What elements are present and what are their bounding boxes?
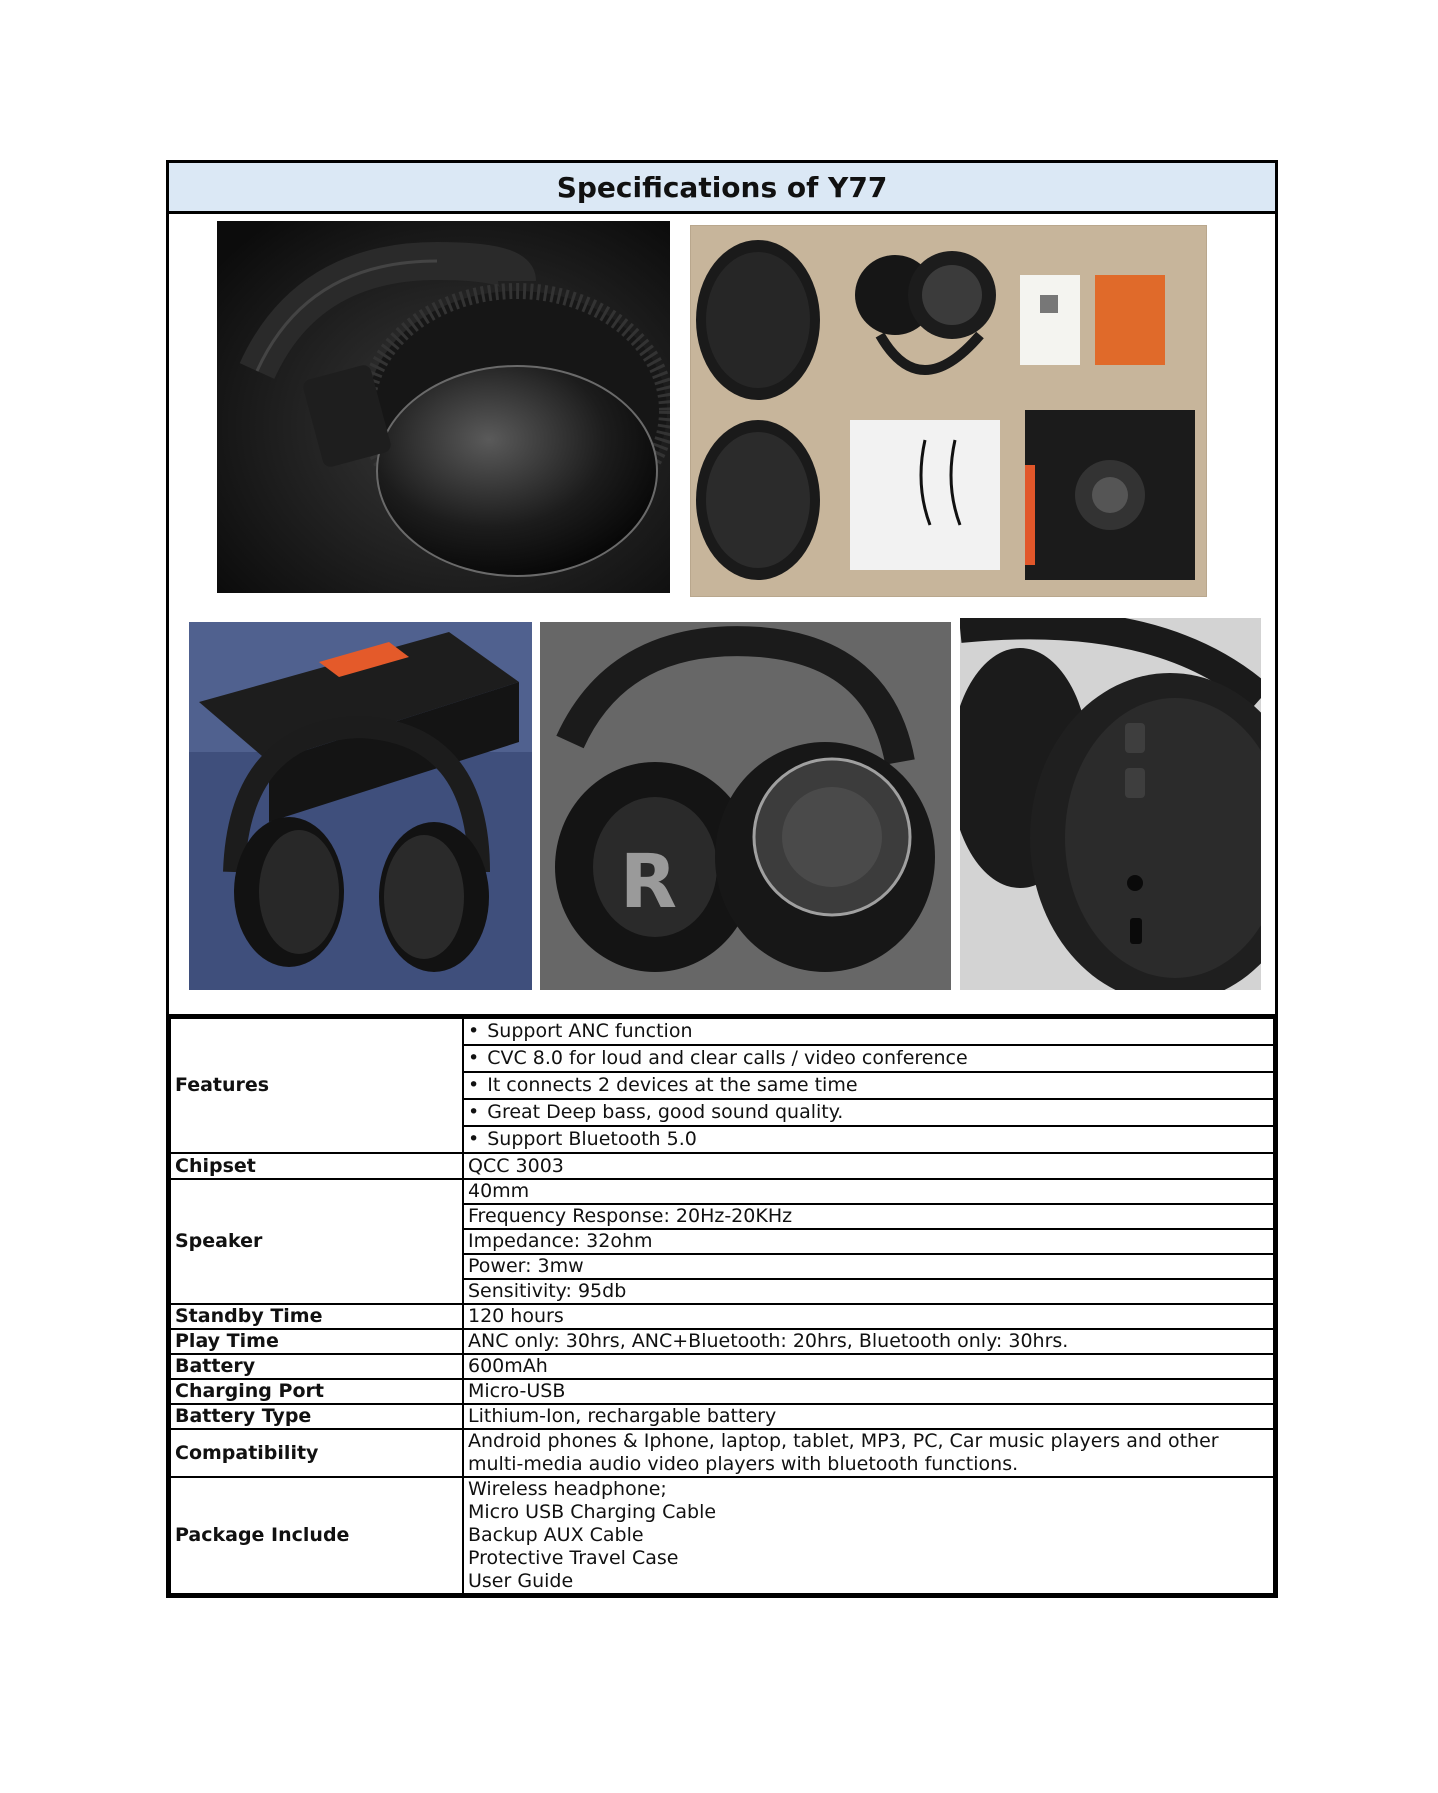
package-item: User Guide xyxy=(468,1570,574,1592)
table-row xyxy=(170,1477,1274,1594)
chipset-label: Chipset xyxy=(170,1153,463,1179)
table-row xyxy=(170,1354,1274,1379)
battery-value: 600mAh xyxy=(463,1354,1274,1379)
table-row xyxy=(170,1179,1274,1204)
package-item: Backup AUX Cable xyxy=(468,1524,644,1546)
compatibility-value xyxy=(463,1429,1274,1477)
headphone-with-box-photo xyxy=(189,622,532,990)
package-contents-photo xyxy=(690,225,1207,597)
feature-item: • Great Deep bass, good sound quality. xyxy=(463,1099,1274,1126)
play-time-value: ANC only: 30hrs, ANC+Bluetooth: 20hrs, Bluetooth only: 30hrs. xyxy=(463,1329,1274,1354)
table-row xyxy=(170,1379,1274,1404)
feature-item: • Support Bluetooth 5.0 xyxy=(463,1126,1274,1153)
table-row xyxy=(170,1153,1274,1179)
compatibility-label: Compatibility xyxy=(170,1429,463,1477)
feature-item: • It connects 2 devices at the same time xyxy=(463,1072,1274,1099)
table-row xyxy=(170,1018,1274,1045)
spec-table xyxy=(169,1017,1275,1595)
svg-text:R: R xyxy=(620,839,677,925)
standby-value: 120 hours xyxy=(463,1304,1274,1329)
battery-type-label: Battery Type xyxy=(170,1404,463,1429)
play-time-label: Play Time xyxy=(170,1329,463,1354)
headphone-closeup-photo xyxy=(217,221,670,593)
photo-gallery xyxy=(169,214,1275,1017)
standby-label: Standby Time xyxy=(170,1304,463,1329)
speaker-item: Impedance: 32ohm xyxy=(463,1229,1274,1254)
speaker-label: Speaker xyxy=(170,1179,463,1304)
package-include-label: Package Include xyxy=(170,1477,463,1594)
speaker-item: 40mm xyxy=(463,1179,1274,1204)
compatibility-line: multi-media audio video players with bluetooth functions. xyxy=(468,1453,1019,1475)
spec-sheet xyxy=(166,160,1278,1598)
package-item: Micro USB Charging Cable xyxy=(468,1501,717,1523)
feature-item: • CVC 8.0 for loud and clear calls / video conference xyxy=(463,1045,1274,1072)
earcup-controls-photo xyxy=(960,618,1261,990)
table-row xyxy=(170,1404,1274,1429)
battery-type-value: Lithium-Ion, rechargable battery xyxy=(463,1404,1274,1429)
speaker-item: Sensitivity: 95db xyxy=(463,1279,1274,1304)
feature-item: • Support ANC function xyxy=(463,1018,1274,1045)
features-label: Features xyxy=(170,1018,463,1153)
page-title: Specifications of Y77 xyxy=(169,163,1275,214)
charging-port-value: Micro-USB xyxy=(463,1379,1274,1404)
package-include-value xyxy=(463,1477,1274,1594)
table-row xyxy=(170,1329,1274,1354)
package-item: Protective Travel Case xyxy=(468,1547,679,1569)
compatibility-line: Android phones & Iphone, laptop, tablet, MP3, PC, Car music players and other xyxy=(468,1430,1219,1452)
charging-port-label: Charging Port xyxy=(170,1379,463,1404)
speaker-item: Frequency Response: 20Hz-20KHz xyxy=(463,1204,1274,1229)
battery-label: Battery xyxy=(170,1354,463,1379)
table-row xyxy=(170,1304,1274,1329)
package-item: Wireless headphone; xyxy=(468,1478,667,1500)
headphone-folded-photo xyxy=(540,622,951,990)
speaker-item: Power: 3mw xyxy=(463,1254,1274,1279)
chipset-value: QCC 3003 xyxy=(463,1153,1274,1179)
table-row xyxy=(170,1429,1274,1477)
